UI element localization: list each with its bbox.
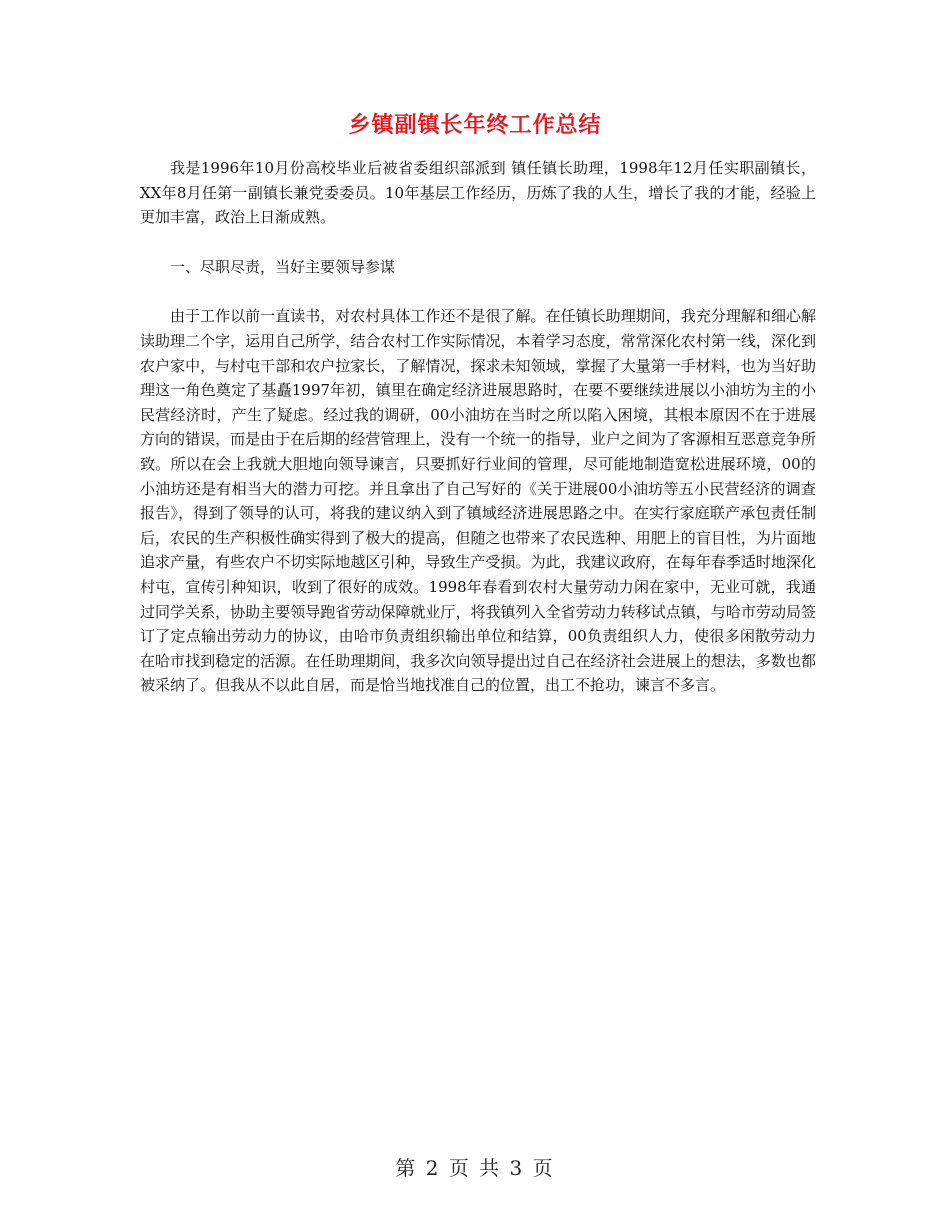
page-number-footer: 第 2 页 共 3 页 [395,1156,555,1180]
section-paragraph: 由于工作以前一直读书，对农村具体工作还不是很了解。在任镇长助理期间，我充分理解和细心解读助理二个字，运用自己所学，结合农村工作实际情况，本着学习态度，常常深化农村第一线，深化到农户家中，与村屯干部和农户拉家长，了解情况，探求未知领域，掌握了大量第一手材料，也为当好助理这一角色奠定了基矗1997年初，镇里在确定经济进展思路时，在要不要继续进展以小油坊为主的小民营经济时，产生了疑虑。经过我的调研，00小油坊在当时之所以陷入困境，其根本原因不在于进展方向的错误，而是由于在后期的经营管理上，没有一个统一的指导，业户之间为了客源相互恶意竞争所致。所以在会上我就大胆地向领导谏言，只要抓好行业间的管理，尽可能地制造宽松进展环境，00的小油坊还是有相当大的潜力可挖。并且拿出了自己写好的《关于进展00小油坊等五小民营经济的调查报告》，得到了领导的认可，将我的建议纳入到了镇域经济进展思路之中。在实行家庭联产承包责任制后，农民的生产积极性确实得到了极大的提高，但随之也带来了农民选种、用肥上的盲目性，为片面地追求产量，有些农户不切实际地越区引种，导致生产受损。为此，我建议政府，在每年春季适时地深化村屯，宣传引种知识，收到了很好的成效。1998年春看到农村大量劳动力闲在家中，无业可就，我通过同学关系，协助主要领导跑省劳动保障就业厅，将我镇列入全省劳动力转移试点镇，与哈市劳动局签订了定点输出劳动力的协议，由哈市负责组织输出单位和结算，00负责组织人力，使很多闲散劳动力在哈市找到稳定的活源。在任助理期间，我多次向领导提出过自己在经济社会进展上的想法，多数也都被采纳了。但我从不以此自居，而是恰当地找准自己的位置，出工不抢功，谏言不多言。 [140,307,816,695]
intro-paragraph: 我是1996年10月份高校毕业后被省委组织部派到 镇任镇长助理，1998年12月任实职副镇长，XX年8月任第一副镇长兼党委委员。10年基层工作经历，历炼了我的人生，增长了我的才能，经验上更加丰富，政治上日渐成熟。 [140,159,816,227]
document-title: 乡镇副镇长年终工作总结 [348,113,602,138]
section-heading: 一、尽职尽责，当好主要领导参谋 [170,257,396,276]
document-body [140,156,816,698]
